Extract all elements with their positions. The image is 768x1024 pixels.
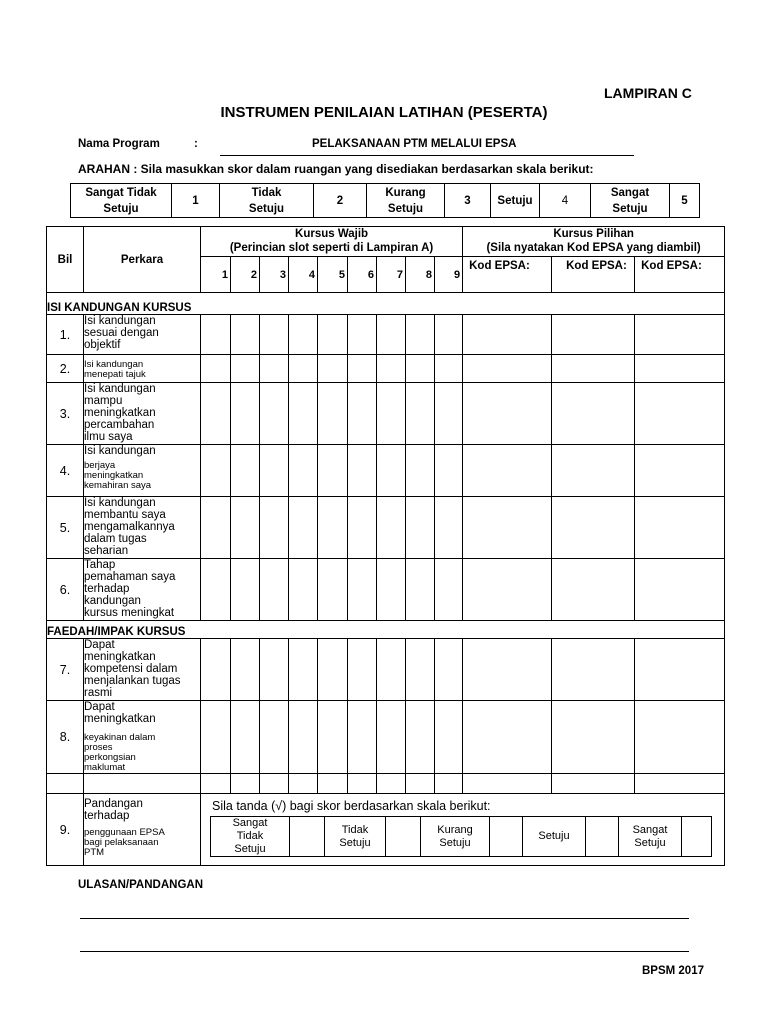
item-number: 1.: [47, 315, 84, 355]
item-number: 8.: [47, 701, 84, 774]
score-cell[interactable]: [231, 383, 260, 445]
row9-scale-label-2: Tidak Setuju: [325, 817, 386, 857]
score-cell[interactable]: [318, 497, 348, 559]
row9-checkbox-3[interactable]: [490, 817, 523, 857]
row9-instruction: Sila tanda (√) bagi skor berdasarkan skala berikut:: [212, 799, 491, 813]
score-cell[interactable]: [435, 559, 463, 621]
scale-score-3: 3: [445, 184, 491, 218]
score-cell[interactable]: [406, 639, 435, 701]
score-cell[interactable]: [289, 315, 318, 355]
item-text: Isi kandungan sesuai dengan objektif: [84, 315, 201, 355]
section-faedah-impak: FAEDAH/IMPAK KURSUS: [47, 621, 725, 639]
table-row: [47, 701, 725, 774]
score-cell[interactable]: [348, 559, 377, 621]
scale-label-1: Sangat Tidak Setuju: [71, 184, 172, 218]
slot-header-7: 7: [377, 257, 406, 293]
score-cell[interactable]: [463, 355, 552, 383]
score-cell[interactable]: [377, 315, 406, 355]
score-cell[interactable]: [201, 639, 231, 701]
score-cell[interactable]: [552, 701, 635, 774]
item-text: Pandangan terhadap penggunaan EPSA bagi pelaksanaan PTM: [84, 794, 201, 866]
page-title: INSTRUMEN PENILAIAN LATIHAN (PESERTA): [220, 104, 548, 121]
scale-score-2: 2: [314, 184, 367, 218]
kod-epsa-1: Kod EPSA:: [463, 257, 552, 293]
score-cell[interactable]: [260, 445, 289, 497]
score-cell[interactable]: [289, 445, 318, 497]
score-cell[interactable]: [406, 315, 435, 355]
slot-header-3: 3: [260, 257, 289, 293]
footer-code: BPSM 2017: [641, 965, 704, 977]
score-cell[interactable]: [260, 383, 289, 445]
score-cell[interactable]: [552, 383, 635, 445]
evaluation-table: [46, 226, 725, 866]
comments-line-2[interactable]: [80, 951, 689, 952]
score-cell[interactable]: [201, 445, 231, 497]
slot-header-8: 8: [406, 257, 435, 293]
score-cell[interactable]: [348, 315, 377, 355]
score-cell[interactable]: [231, 355, 260, 383]
score-cell[interactable]: [318, 383, 348, 445]
score-cell[interactable]: [231, 315, 260, 355]
score-cell[interactable]: [435, 701, 463, 774]
row9-checkbox-5[interactable]: [682, 817, 712, 857]
score-cell[interactable]: [435, 497, 463, 559]
score-cell[interactable]: [435, 315, 463, 355]
score-cell[interactable]: [463, 445, 552, 497]
score-cell[interactable]: [201, 701, 231, 774]
slot-header-4: 4: [289, 257, 318, 293]
score-cell[interactable]: [260, 315, 289, 355]
row9-scale-label-1: Sangat Tidak Setuju: [211, 817, 290, 857]
score-cell[interactable]: [201, 497, 231, 559]
instruction-text: ARAHAN : Sila masukkan skor dalam ruangan yang disediakan berdasarkan skala berikut:: [78, 162, 594, 176]
kod-epsa-2: Kod EPSA:: [552, 257, 635, 293]
score-cell[interactable]: [318, 445, 348, 497]
score-cell[interactable]: [377, 639, 406, 701]
score-cell[interactable]: [289, 701, 318, 774]
scale-label-3: Kurang Setuju: [367, 184, 445, 218]
score-cell[interactable]: [635, 701, 725, 774]
score-cell[interactable]: [552, 355, 635, 383]
score-cell[interactable]: [318, 355, 348, 383]
score-cell[interactable]: [377, 445, 406, 497]
slot-header-1: 1: [201, 257, 231, 293]
table-row: [47, 639, 725, 701]
table-row: [47, 445, 725, 497]
score-cell[interactable]: [635, 497, 725, 559]
score-cell[interactable]: [348, 497, 377, 559]
score-cell[interactable]: [377, 701, 406, 774]
score-cell[interactable]: [463, 315, 552, 355]
program-underline: [220, 155, 634, 156]
score-cell[interactable]: [201, 315, 231, 355]
item-number: 7.: [47, 639, 84, 701]
row9-checkbox-2[interactable]: [386, 817, 421, 857]
score-cell[interactable]: [318, 701, 348, 774]
row9-checkbox-1[interactable]: [290, 817, 325, 857]
score-cell[interactable]: [260, 497, 289, 559]
appendix-label: LAMPIRAN C: [604, 85, 692, 101]
kursus-wajib-header: Kursus Wajib (Perincian slot seperti di Lampiran A): [201, 227, 463, 257]
comments-label: ULASAN/PANDANGAN: [78, 879, 204, 891]
score-cell[interactable]: [348, 355, 377, 383]
score-cell[interactable]: [635, 315, 725, 355]
scale-score-4: 4: [540, 184, 591, 218]
score-cell[interactable]: [318, 639, 348, 701]
score-cell[interactable]: [377, 559, 406, 621]
item-text: Tahap pemahaman saya terhadap kandungan kursus meningkat: [84, 559, 201, 621]
scale-label-2: Tidak Setuju: [220, 184, 314, 218]
score-cell[interactable]: [635, 383, 725, 445]
score-cell[interactable]: [463, 701, 552, 774]
section-isi-kandungan: ISI KANDUNGAN KURSUS: [47, 293, 725, 315]
col-perkara-header: Perkara: [84, 227, 201, 293]
item-number: 6.: [47, 559, 84, 621]
row9-scale: [210, 816, 712, 857]
score-cell[interactable]: [435, 639, 463, 701]
score-cell[interactable]: [377, 383, 406, 445]
score-cell[interactable]: [406, 701, 435, 774]
col-bil-header: Bil: [47, 227, 84, 293]
score-cell[interactable]: [552, 497, 635, 559]
score-cell[interactable]: [289, 559, 318, 621]
item-text: Dapat meningkatkan kompetensi dalam menjalankan tugas rasmi: [84, 639, 201, 701]
score-cell[interactable]: [552, 315, 635, 355]
score-cell[interactable]: [231, 559, 260, 621]
score-cell[interactable]: [435, 383, 463, 445]
item-text: Isi kandungan menepati tajuk: [84, 355, 201, 383]
item-number: 9.: [47, 794, 84, 866]
score-cell[interactable]: [552, 639, 635, 701]
scale-label-4: Setuju: [491, 184, 540, 218]
score-cell[interactable]: [406, 355, 435, 383]
item-text: Isi kandungan membantu saya mengamalkannya dalam tugas seharian: [84, 497, 201, 559]
slot-header-9: 9: [435, 257, 463, 293]
score-cell[interactable]: [348, 445, 377, 497]
score-cell[interactable]: [552, 559, 635, 621]
score-cell[interactable]: [201, 383, 231, 445]
item-text: Isi kandungan mampu meningkatkan percambahan ilmu saya: [84, 383, 201, 445]
score-cell[interactable]: [348, 383, 377, 445]
score-cell[interactable]: [289, 497, 318, 559]
score-cell[interactable]: [201, 355, 231, 383]
item-number: 3.: [47, 383, 84, 445]
score-cell[interactable]: [435, 355, 463, 383]
score-cell[interactable]: [406, 497, 435, 559]
score-cell[interactable]: [231, 701, 260, 774]
score-cell[interactable]: [463, 639, 552, 701]
score-cell[interactable]: [231, 639, 260, 701]
score-cell[interactable]: [318, 315, 348, 355]
slot-header-5: 5: [318, 257, 348, 293]
slot-header-6: 6: [348, 257, 377, 293]
table-row: [47, 355, 725, 383]
score-cell[interactable]: [289, 383, 318, 445]
item-number: 2.: [47, 355, 84, 383]
scale-score-5: 5: [670, 184, 700, 218]
table-row: [47, 315, 725, 355]
score-cell[interactable]: [231, 445, 260, 497]
program-value: PELAKSANAAN PTM MELALUI EPSA: [312, 138, 517, 150]
score-cell[interactable]: [377, 497, 406, 559]
score-cell[interactable]: [463, 497, 552, 559]
slot-header-2: 2: [231, 257, 260, 293]
program-label: Nama Program: [78, 138, 160, 150]
score-cell[interactable]: [260, 559, 289, 621]
score-cell[interactable]: [635, 445, 725, 497]
item-number: 4.: [47, 445, 84, 497]
scale-legend: [70, 183, 700, 218]
score-cell[interactable]: [635, 355, 725, 383]
table-row: [47, 559, 725, 621]
score-cell[interactable]: [552, 445, 635, 497]
score-cell[interactable]: [260, 701, 289, 774]
item-number: 5.: [47, 497, 84, 559]
scale-label-5: Sangat Setuju: [591, 184, 670, 218]
score-cell[interactable]: [463, 383, 552, 445]
score-cell[interactable]: [260, 639, 289, 701]
score-cell[interactable]: [635, 559, 725, 621]
row9-scale-label-5: Sangat Setuju: [619, 817, 682, 857]
row9-checkbox-4[interactable]: [586, 817, 619, 857]
table-row: [47, 383, 725, 445]
score-cell[interactable]: [406, 445, 435, 497]
score-cell[interactable]: [635, 639, 725, 701]
score-cell[interactable]: [289, 639, 318, 701]
scale-score-1: 1: [172, 184, 220, 218]
score-cell[interactable]: [201, 559, 231, 621]
kursus-pilihan-header: Kursus Pilihan (Sila nyatakan Kod EPSA yang diambil): [463, 227, 725, 257]
score-cell[interactable]: [377, 355, 406, 383]
item-text: Dapat meningkatkan keyakinan dalam proses perkongsian maklumat: [84, 701, 201, 774]
item-text: Isi kandungan berjaya meningkatkan kemahiran saya: [84, 445, 201, 497]
score-cell[interactable]: [406, 383, 435, 445]
score-cell[interactable]: [435, 445, 463, 497]
score-cell[interactable]: [231, 497, 260, 559]
kod-epsa-3: Kod EPSA:: [635, 257, 725, 293]
row9-scale-label-4: Setuju: [523, 817, 586, 857]
program-colon: :: [194, 138, 198, 150]
row9-scale-label-3: Kurang Setuju: [421, 817, 490, 857]
score-cell[interactable]: [289, 355, 318, 383]
score-cell[interactable]: [463, 559, 552, 621]
score-cell[interactable]: [406, 559, 435, 621]
table-row: [47, 497, 725, 559]
comments-line-1[interactable]: [80, 918, 689, 919]
score-cell[interactable]: [348, 701, 377, 774]
score-cell[interactable]: [318, 559, 348, 621]
score-cell[interactable]: [348, 639, 377, 701]
score-cell[interactable]: [260, 355, 289, 383]
